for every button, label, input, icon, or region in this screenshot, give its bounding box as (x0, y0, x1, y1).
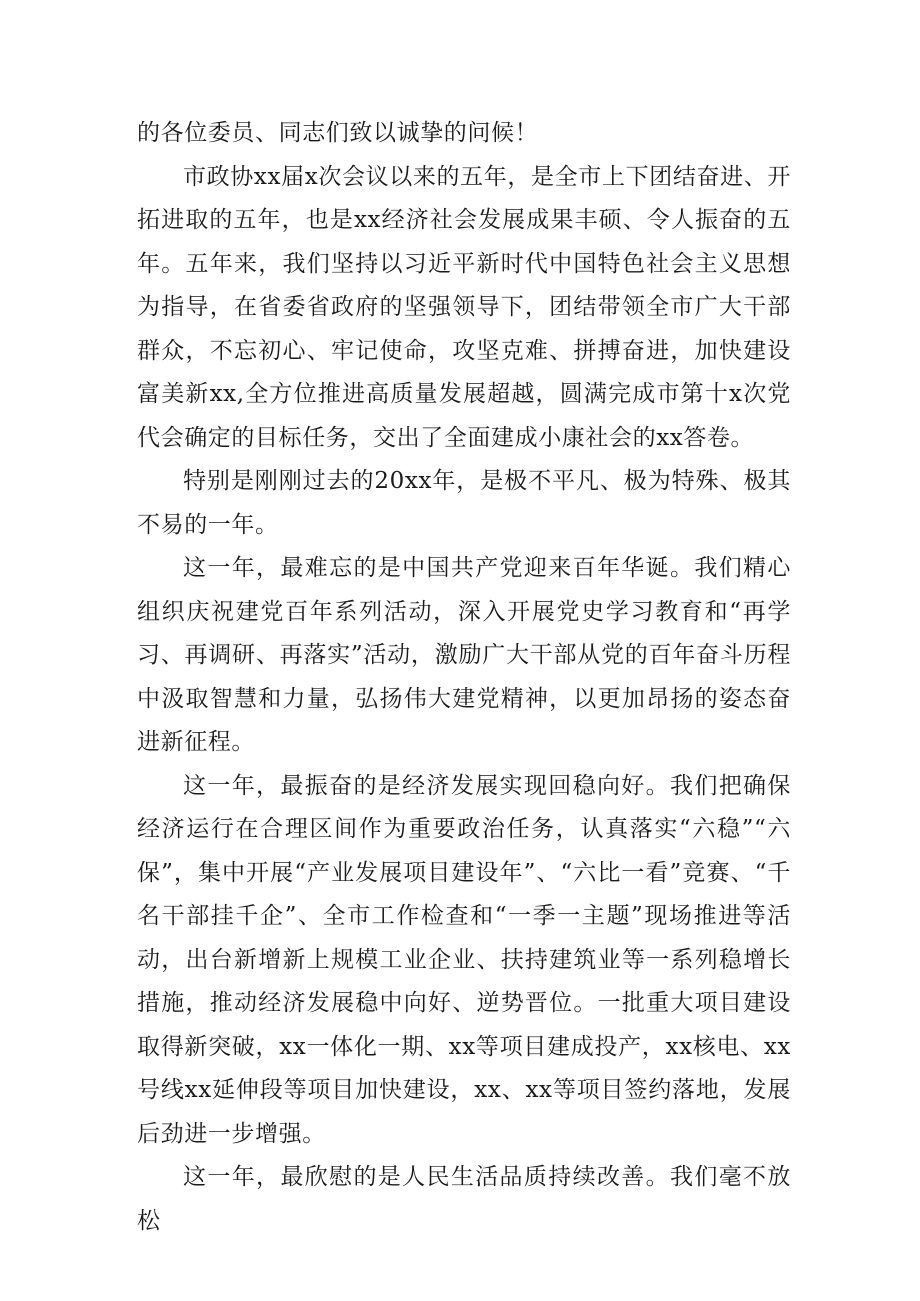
paragraph-greeting-continuation: 的各位委员、同志们致以诚挚的问候！ (137, 120, 539, 146)
paragraph-past-year-intro: 特别是刚刚过去的20xx年，是极不平凡、极为特殊、极其不易的一年。 (137, 468, 791, 538)
paragraph-living-standards: 这一年，最欣慰的是人民生活品质持续改善。我们毫不放松 (137, 1164, 791, 1234)
paragraph-five-years-review: 市政协xx届x次会议以来的五年，是全市上下团结奋进、开拓进取的五年，也是xx经济社会发展成果丰硕、令人振奋的五年。五年来，我们坚持以习近平新时代中国特色社会主义思想为指导，在省委省政府的坚强领导下，团结带领全市广大干部群众，不忘初心、牢记使命，攻坚克难、拼搏奋进，加快建设富美新xx,全方位推进高质量发展超越，圆满完成市第十x次党代会确定的目标任务，交出了全面建成小康社会的xx答卷。 (137, 163, 791, 451)
paragraph-economic-recovery: 这一年，最振奋的是经济发展实现回稳向好。我们把确保经济运行在合理区间作为重要政治任务，认真落实“六稳”“六保”，集中开展“产业发展项目建设年”、“六比一看”竞赛、“千名干部挂千企”、全市工作检查和“一季一主题”现场推进等活动，出台新增新上规模工业企业、扶持建筑业等一系列稳增长措施，推动经济发展稳中向好、逆势晋位。一批重大项目建设取得新突破，xx一体化一期、xx等项目建成投产，xx核电、xx号线xx延伸段等项目加快建设，xx、xx等项目签约落地，发展后劲进一步增强。 (137, 772, 791, 1147)
paragraph-party-centenary: 这一年，最难忘的是中国共产党迎来百年华诞。我们精心组织庆祝建党百年系列活动，深入开展党史学习教育和“再学习、再调研、再落实”活动，激励广大干部从党的百年奋斗历程中汲取智慧和力量，弘扬伟大建党精神，以更加昂扬的姿态奋进新征程。 (137, 555, 791, 755)
document-body (137, 112, 791, 1243)
